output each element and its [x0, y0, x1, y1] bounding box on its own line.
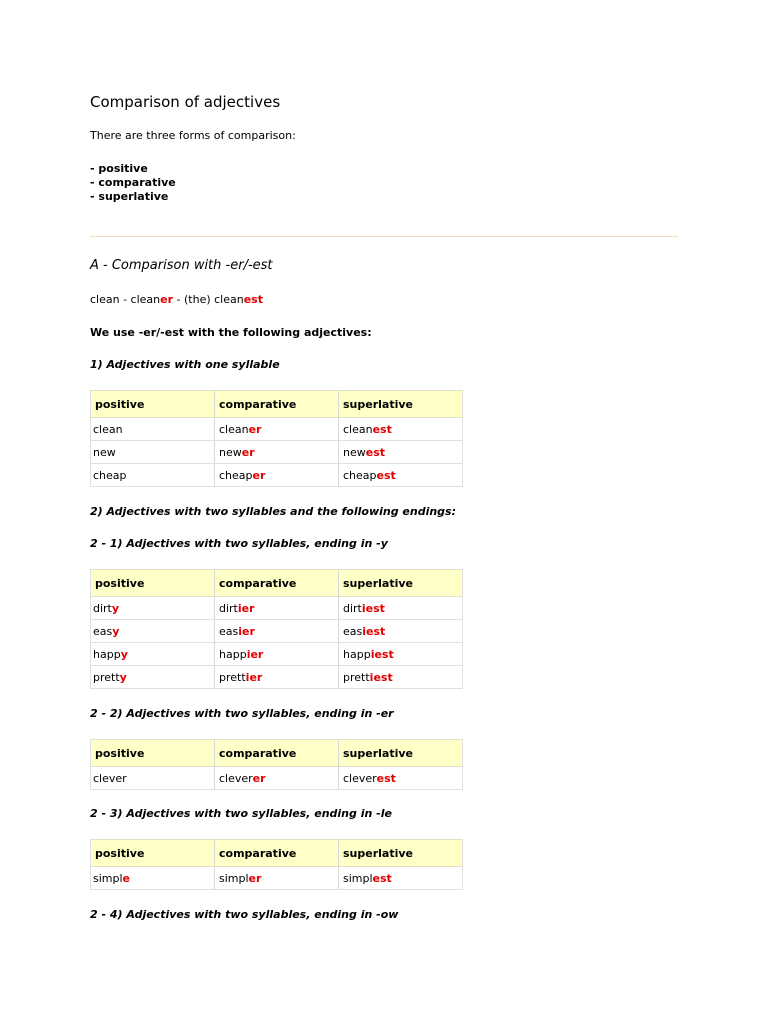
column-header-comparative: comparative [215, 740, 339, 767]
word-ending: y [111, 601, 120, 615]
table-cell-positive [91, 464, 215, 487]
subheading-ending-le: 2 - 3) Adjectives with two syllables, ending in -le [90, 807, 392, 820]
adjective-table [90, 739, 463, 790]
word-stem: cheap [219, 468, 253, 482]
example-text: - (the) clean [173, 293, 244, 306]
word-ending: y [119, 670, 127, 684]
word-stem: clever [219, 771, 253, 785]
table-cell-superlative [339, 464, 463, 487]
table-cell-superlative [339, 767, 463, 790]
subheading-two-syllables: 2) Adjectives with two syllables and the following endings: [90, 505, 457, 518]
word-stem: eas [343, 624, 363, 638]
table-row [91, 597, 463, 620]
word-ending: er [248, 871, 262, 885]
table-cell-positive [91, 441, 215, 464]
subheading-ending-er: 2 - 2) Adjectives with two syllables, ending in -er [90, 707, 394, 720]
word-stem: happ [343, 647, 371, 661]
table-cell-superlative [339, 620, 463, 643]
section-divider [90, 236, 678, 237]
column-header-superlative: superlative [339, 391, 463, 418]
word-ending: er [252, 771, 266, 785]
word-stem: new [93, 445, 116, 459]
table-cell-positive [91, 767, 215, 790]
table-cell-positive [91, 643, 215, 666]
word-ending: est [365, 445, 386, 459]
word-stem: happ [93, 647, 121, 661]
word-ending: est [376, 468, 396, 482]
word-stem: new [219, 445, 242, 459]
word-ending: er [241, 445, 255, 459]
word-stem: prett [93, 670, 120, 684]
column-header-positive: positive [91, 740, 215, 767]
forms-list [90, 162, 176, 204]
table-header-row [91, 840, 463, 867]
table-row [91, 441, 463, 464]
word-stem: clean [343, 422, 373, 436]
table-cell-positive [91, 418, 215, 441]
adjective-table [90, 569, 463, 689]
column-header-positive: positive [91, 391, 215, 418]
column-header-positive: positive [91, 840, 215, 867]
example-line [90, 293, 263, 306]
column-header-superlative: superlative [339, 840, 463, 867]
table-row [91, 767, 463, 790]
word-stem: clean [93, 422, 123, 436]
word-ending: ier [237, 601, 255, 615]
word-ending: ier [246, 647, 264, 661]
word-stem: simpl [343, 871, 373, 885]
word-ending: est [376, 771, 396, 785]
table-header-row [91, 391, 463, 418]
table-cell-comparative [215, 666, 339, 689]
table-row [91, 867, 463, 890]
table-cell-comparative [215, 643, 339, 666]
word-stem: new [343, 445, 366, 459]
table-cell-comparative [215, 418, 339, 441]
section-a-title: A - Comparison with -er/-est [90, 258, 273, 273]
word-stem: clean [219, 422, 249, 436]
form-item-comparative: - comparative [90, 176, 176, 189]
table-row [91, 643, 463, 666]
table-cell-positive [91, 597, 215, 620]
table-header-row [91, 570, 463, 597]
table-header-row [91, 740, 463, 767]
table-cell-superlative [339, 418, 463, 441]
column-header-comparative: comparative [215, 391, 339, 418]
column-header-superlative: superlative [339, 740, 463, 767]
word-stem: simpl [219, 871, 249, 885]
word-ending: iest [370, 647, 394, 661]
table-cell-superlative [339, 666, 463, 689]
form-item-superlative: - superlative [90, 190, 169, 203]
table-cell-comparative [215, 441, 339, 464]
adjective-table [90, 390, 463, 487]
column-header-comparative: comparative [215, 570, 339, 597]
word-stem: clever [343, 771, 377, 785]
word-ending: iest [369, 670, 393, 684]
word-ending: ier [245, 670, 263, 684]
example-ending: er [160, 293, 174, 306]
word-stem: dirt [93, 601, 112, 615]
subheading-one-syllable: 1) Adjectives with one syllable [90, 358, 280, 371]
word-stem: simpl [93, 871, 123, 885]
word-stem: eas [93, 624, 113, 638]
table-row [91, 666, 463, 689]
table-cell-superlative [339, 867, 463, 890]
table-cell-comparative [215, 767, 339, 790]
subheading-ending-y: 2 - 1) Adjectives with two syllables, ending in -y [90, 537, 388, 550]
table-cell-positive [91, 666, 215, 689]
word-ending: y [112, 624, 120, 638]
table-cell-positive [91, 620, 215, 643]
column-header-comparative: comparative [215, 840, 339, 867]
word-stem: dirt [219, 601, 238, 615]
subheading-ending-ow: 2 - 4) Adjectives with two syllables, ending in -ow [90, 908, 399, 921]
table-cell-comparative [215, 867, 339, 890]
word-ending: iest [362, 624, 386, 638]
word-stem: prett [219, 670, 246, 684]
word-ending: e [122, 871, 131, 885]
intro-text: There are three forms of comparison: [90, 129, 296, 142]
table-row [91, 418, 463, 441]
word-ending: est [372, 422, 392, 436]
table-row [91, 464, 463, 487]
word-ending: iest [361, 601, 385, 615]
word-ending: ier [238, 624, 255, 638]
word-ending: est [372, 871, 392, 885]
word-stem: eas [219, 624, 239, 638]
table-cell-comparative [215, 464, 339, 487]
word-stem: cheap [343, 468, 377, 482]
word-ending: er [252, 468, 266, 482]
table-cell-superlative [339, 643, 463, 666]
form-item-positive: - positive [90, 162, 148, 175]
word-stem: clever [93, 771, 127, 785]
word-stem: prett [343, 670, 370, 684]
page-title: Comparison of adjectives [90, 93, 281, 111]
table-cell-positive [91, 867, 215, 890]
word-stem: cheap [93, 468, 127, 482]
table-cell-comparative [215, 620, 339, 643]
table-cell-superlative [339, 597, 463, 620]
column-header-positive: positive [91, 570, 215, 597]
example-text: clean - clean [90, 293, 161, 306]
adjective-table [90, 839, 463, 890]
use-text: We use -er/-est with the following adjectives: [90, 326, 372, 339]
word-stem: happ [219, 647, 247, 661]
table-cell-superlative [339, 441, 463, 464]
column-header-superlative: superlative [339, 570, 463, 597]
word-ending: er [248, 422, 262, 436]
word-stem: dirt [343, 601, 362, 615]
word-ending: y [120, 647, 128, 661]
example-ending: est [243, 293, 263, 306]
table-row [91, 620, 463, 643]
table-cell-comparative [215, 597, 339, 620]
